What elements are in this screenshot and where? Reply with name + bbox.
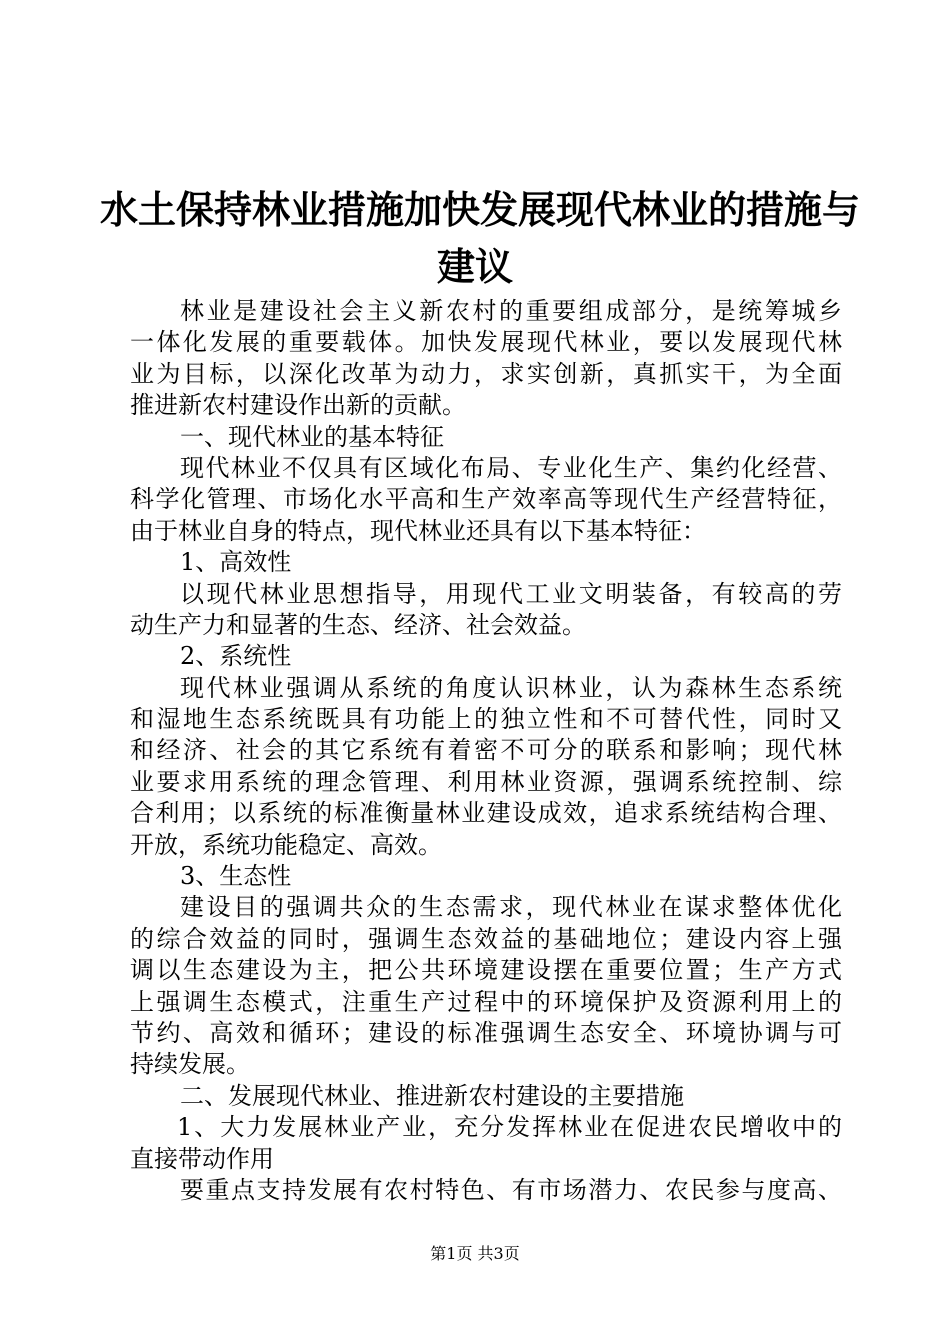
body-text-line: 合利用；以系统的标准衡量林业建设成效，追求系统结构合理、	[130, 799, 842, 828]
body-text-line: 二、发展现代林业、推进新农村建设的主要措施	[180, 1081, 684, 1110]
page-footer: 第1页 共3页	[430, 1244, 520, 1263]
body-text-line: 调以生态建设为主，把公共环境建设摆在重要位置；生产方式	[130, 956, 842, 985]
document-title-line-1: 水土保持林业措施加快发展现代林业的措施与	[100, 188, 861, 232]
document-title-line-2: 建议	[436, 245, 513, 289]
body-text-line: 一体化发展的重要载体。加快发展现代林业，要以发展现代林	[130, 328, 842, 357]
document-body	[130, 296, 842, 1206]
body-text-line: 建设目的强调共众的生态需求，现代林业在谋求整体优化	[180, 893, 842, 922]
body-text-line: 现代林业不仅具有区域化布局、专业化生产、集约化经营、	[180, 453, 842, 482]
body-text-line: 现代林业强调从系统的角度认识林业，认为森林生态系统	[180, 673, 842, 702]
body-text-line: 推进新农村建设作出新的贡献。	[130, 391, 466, 420]
body-text-line: 1、大力发展林业产业，充分发挥林业在促进农民增收中的	[177, 1113, 842, 1142]
body-text-line: 业为目标，以深化改革为动力，求实创新，真抓实干，为全面	[130, 359, 842, 388]
body-text-line: 节约、高效和循环；建设的标准强调生态安全、环境协调与可	[130, 1018, 842, 1047]
body-text-line: 1、高效性	[180, 548, 292, 577]
body-text-line: 以现代林业思想指导，用现代工业文明装备，有较高的劳	[180, 579, 842, 608]
body-text-line: 2、系统性	[180, 642, 292, 671]
body-text-line: 业要求用系统的理念管理、利用林业资源，强调系统控制、综	[130, 767, 842, 796]
body-text-line: 3、生态性	[180, 862, 292, 891]
body-text-line: 持续发展。	[130, 1050, 250, 1079]
body-text-line: 一、现代林业的基本特征	[180, 422, 444, 451]
body-text-line: 直接带动作用	[130, 1144, 274, 1173]
body-text-line: 要重点支持发展有农村特色、有市场潜力、农民参与度高、	[180, 1175, 842, 1204]
body-text-line: 的综合效益的同时，强调生态效益的基础地位；建设内容上强	[130, 924, 842, 953]
body-text-line: 动生产力和显著的生态、经济、社会效益。	[130, 610, 586, 639]
body-text-line: 开放，系统功能稳定、高效。	[130, 830, 442, 859]
body-text-line: 科学化管理、市场化水平高和生产效率高等现代生产经营特征，	[130, 485, 842, 514]
body-text-line: 林业是建设社会主义新农村的重要组成部分，是统筹城乡	[180, 297, 842, 325]
body-text-line: 上强调生态模式，注重生产过程中的环境保护及资源利用上的	[130, 987, 842, 1016]
body-text-line: 和经济、社会的其它系统有着密不可分的联系和影响；现代林	[130, 736, 842, 765]
body-text-line: 和湿地生态系统既具有功能上的独立性和不可替代性，同时又	[130, 705, 842, 734]
body-text-line: 由于林业自身的特点，现代林业还具有以下基本特征：	[130, 516, 706, 545]
